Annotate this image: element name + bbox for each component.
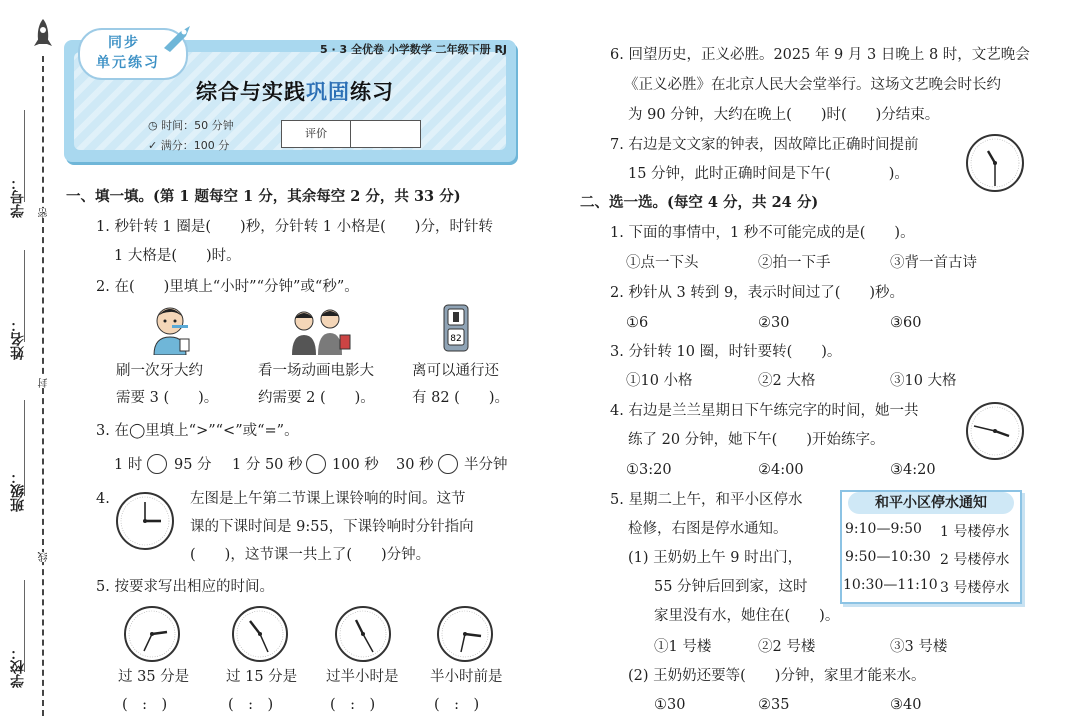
q3-1-left: 1 时 — [114, 457, 143, 473]
c1-text: 1. 下面的事情中，1 秒不可能完成的是( )。 — [610, 225, 915, 241]
c5-line1: 5. 星期二上午，和平小区停水 — [610, 492, 803, 508]
cut-mark-feng: 封 — [39, 378, 50, 388]
page-title: 综合与实践巩固练习 — [196, 80, 394, 104]
q1-line2: 1 大格是( )时。 — [114, 248, 241, 264]
name-label: 姓名： — [10, 318, 26, 360]
c2-text: 2. 秒针从 3 转到 9，表示时间过了( )秒。 — [610, 285, 905, 301]
school-label: 学校： — [10, 646, 26, 688]
c5-2-text: (2) 王奶奶还要等( )分钟，家里才能来水。 — [628, 668, 926, 684]
c5-1-option-1: ①1 号楼 — [654, 639, 712, 655]
clock-icon — [964, 400, 1026, 462]
q5-caption-1: 过 35 分是 — [118, 669, 190, 685]
c4-option-2: ②4:00 — [758, 462, 804, 478]
q3-2-right: 100 秒 — [332, 457, 379, 473]
clock-icon — [122, 604, 182, 664]
class-label: 班级： — [10, 470, 26, 512]
compare-circle[interactable] — [147, 454, 167, 474]
q4-line1: 左图是上午第二节课上课铃响的时间。这节 — [190, 491, 466, 507]
c2-option-3: ③60 — [890, 315, 922, 331]
c3-text: 3. 分针转 10 圈，时针要转( )。 — [610, 344, 842, 360]
q2-a-line1: 刷一次牙大约 — [116, 363, 203, 379]
cut-mark-mi: 密 — [39, 208, 50, 218]
c4-option-3: ③4:20 — [890, 462, 936, 478]
c5-1-line2: 55 分钟后回到家，这时 — [654, 579, 808, 595]
compare-circle[interactable] — [438, 454, 458, 474]
q5-text: 5. 按要求写出相应的时间。 — [96, 579, 274, 595]
q5-caption-2: 过 15 分是 — [226, 669, 298, 685]
q2-b-line1: 看一场动画电影大 — [258, 363, 374, 379]
c2-option-2: ②30 — [758, 315, 790, 331]
c2-option-1: ①6 — [626, 315, 649, 331]
q5-blank-1: ( : ) — [122, 697, 168, 713]
q4-number: 4. — [96, 491, 110, 507]
q5-caption-4: 半小时前是 — [430, 669, 503, 685]
c3-option-3: ③10 大格 — [890, 373, 957, 389]
c5-line2: 检修，右图是停水通知。 — [628, 521, 788, 537]
clock-icon — [964, 132, 1026, 194]
notice-building-3: 3 号楼停水 — [940, 580, 1010, 596]
c5-1-line3: 家里没有水，她住在( )。 — [654, 608, 840, 624]
notice-time-2: 9:50—10:30 — [845, 549, 931, 565]
q2-text: 2. 在( )里填上“小时”“分钟”或“秒”。 — [96, 279, 359, 295]
clock-icon — [230, 604, 290, 664]
q6-line3: 为 90 分钟，大约在晚上( )时( )分结束。 — [628, 107, 940, 123]
clock-icon: ◷ — [148, 119, 162, 132]
q6-line2: 《正义必胜》在北京人民大会堂举行。这场文艺晚会时长约 — [624, 77, 1001, 93]
q3-2-left: 1 分 50 秒 — [232, 457, 303, 473]
c1-option-1: ①点一下头 — [626, 255, 699, 271]
clock-icon — [435, 604, 495, 664]
q5-blank-4: ( : ) — [434, 697, 480, 713]
q4-line2: 课的下课时间是 9:55，下课铃响时分针指向 — [190, 519, 474, 535]
compare-circle[interactable] — [306, 454, 326, 474]
countdown-number: 82 — [450, 334, 462, 344]
q3-3-left: 30 秒 — [396, 457, 434, 473]
c1-option-2: ②拍一下手 — [758, 255, 831, 271]
clock-icon — [333, 604, 393, 664]
section-1-heading: 一、填一填。(第 1 题每空 1 分，其余每空 2 分，共 33 分) — [66, 188, 461, 205]
brushing-teeth-icon — [150, 303, 194, 355]
c5-2-option-3: ③40 — [890, 697, 922, 713]
q4-line3: ( )，这节课一共上了( )分钟。 — [190, 547, 431, 563]
rocket-badge-icon — [160, 22, 196, 52]
q7-line1: 7. 右边是文文家的钟表，因故障比正确时间提前 — [610, 137, 919, 153]
q3-text: 3. 在◯里填上“>”“<”或“=”。 — [96, 423, 299, 439]
c5-1-line1: (1) 王奶奶上午 9 时出门， — [628, 550, 803, 566]
notice-time-1: 9:10—9:50 — [845, 521, 922, 537]
cut-mark-xian: 线 — [39, 552, 50, 562]
c5-1-option-2: ②2 号楼 — [758, 639, 816, 655]
c3-option-2: ②2 大格 — [758, 373, 816, 389]
notice-building-1: 1 号楼停水 — [940, 524, 1010, 540]
c5-2-option-2: ②35 — [758, 697, 790, 713]
q2-c-line1: 离可以通行还 — [412, 363, 499, 379]
section-2-heading: 二、选一选。(每空 4 分，共 24 分) — [580, 194, 819, 211]
score-box — [281, 120, 421, 148]
rocket-icon — [32, 18, 54, 52]
c5-2-option-1: ①30 — [654, 697, 686, 713]
notice-building-2: 2 号楼停水 — [940, 552, 1010, 568]
student-no-label: 学号： — [10, 176, 26, 218]
badge-line1: 同步 — [108, 35, 140, 51]
q3-1-right: 95 分 — [174, 457, 212, 473]
c4-line1: 4. 右边是兰兰星期日下午练完字的时间，她一共 — [610, 403, 919, 419]
series-label: 5 · 3 全优卷 小学数学 二年级下册 RJ — [320, 43, 508, 56]
q2-c-line2: 有 82 ( )。 — [412, 390, 509, 406]
q2-b-line2: 约需要 2 ( )。 — [258, 390, 375, 406]
c4-line2: 练了 20 分钟，她下午( )开始练字。 — [628, 432, 885, 448]
c5-1-option-3: ③3 号楼 — [890, 639, 948, 655]
q2-a-line2: 需要 3 ( )。 — [116, 390, 219, 406]
notice-title: 和平小区停水通知 — [848, 492, 1014, 514]
q6-line1: 6. 回望历史，正义必胜。2025 年 9 月 3 日晚上 8 时，文艺晚会 — [610, 47, 1030, 63]
q5-blank-2: ( : ) — [228, 697, 274, 713]
time-info: ◷ 时间：50 分钟 — [148, 119, 234, 132]
traffic-light-icon — [438, 303, 474, 357]
score-label: 评价 — [282, 121, 351, 147]
q7-line2: 15 分钟，此时正确时间是下午( )。 — [628, 166, 909, 182]
c3-option-1: ①10 小格 — [626, 373, 693, 389]
c4-option-1: ①3:20 — [626, 462, 672, 478]
clock-icon — [114, 490, 176, 552]
q3-3-right: 半分钟 — [464, 457, 508, 473]
notice-time-3: 10:30—11:10 — [843, 577, 938, 593]
q5-caption-3: 过半小时是 — [326, 669, 399, 685]
c1-option-3: ③背一首古诗 — [890, 255, 977, 271]
full-score-info: ✓ 满分：100 分 — [148, 139, 230, 152]
check-icon: ✓ — [148, 139, 161, 152]
q5-blank-3: ( : ) — [330, 697, 376, 713]
q1-line1: 1. 秒针转 1 圈是( )秒，分针转 1 小格是( )分，时针转 — [96, 219, 493, 235]
badge-line2: 单元练习 — [96, 55, 160, 71]
movie-audience-icon — [290, 305, 352, 355]
